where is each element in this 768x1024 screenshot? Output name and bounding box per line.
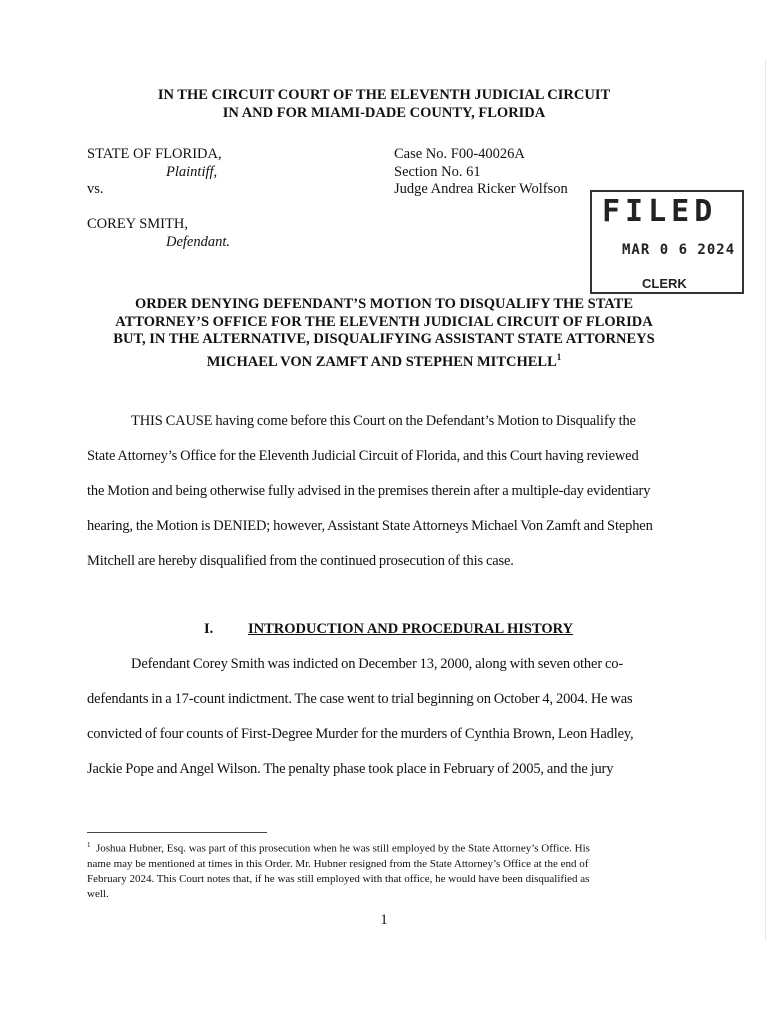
- plaintiff-name: STATE OF FLORIDA,: [87, 146, 222, 162]
- section-heading: [204, 621, 573, 638]
- page-edge: [765, 60, 766, 940]
- footnote-divider: [87, 832, 267, 833]
- order-title-line: BUT, IN THE ALTERNATIVE, DISQUALIFYING ASSISTANT STATE ATTORNEYS: [113, 331, 655, 347]
- filed-stamp-label: FILED: [602, 194, 718, 229]
- defendant-role: Defendant.: [166, 234, 231, 250]
- paragraph-line: Jackie Pope and Angel Wilson. The penalty phase took place in February of 2005, and the jury: [87, 761, 614, 777]
- footnote-line: $^1$ Joshua Hubner, Esq. was part of this prosecution when he was still employed by the State Attorney’s Office. His: [87, 841, 590, 855]
- defendant-name: COREY SMITH,: [87, 216, 188, 232]
- judge-name: Judge Andrea Ricker Wolfson: [394, 181, 568, 197]
- filed-stamp-clerk: CLERK: [642, 276, 687, 291]
- footnote-line: name may be mentioned at times in this Order. Mr. Hubner resigned from the State Attorney’s Office at the end of: [87, 857, 589, 870]
- order-title-line: ORDER DENYING DEFENDANT’S MOTION TO DISQUALIFY THE STATE: [134, 296, 634, 312]
- footnote-reference: 1: [556, 351, 562, 362]
- case-number: Case No. F00-40026A: [394, 146, 525, 162]
- page-number: 1: [380, 912, 388, 928]
- versus-label: vs.: [87, 181, 104, 197]
- filed-stamp: [590, 190, 744, 294]
- section-heading-number: I.: [204, 621, 214, 637]
- paragraph-line: Defendant Corey Smith was indicted on December 13, 2000, along with seven other co-: [131, 656, 624, 672]
- footnote-line: well.: [87, 887, 109, 900]
- section-heading-text: INTRODUCTION AND PROCEDURAL HISTORY: [248, 621, 574, 637]
- court-name-line1: IN THE CIRCUIT COURT OF THE ELEVENTH JUDICIAL CIRCUIT: [157, 87, 611, 103]
- order-title: [0, 296, 768, 371]
- paragraph-line: Mitchell are hereby disqualified from the continued prosecution of this case.: [87, 553, 514, 569]
- court-name-line2: IN AND FOR MIAMI-DADE COUNTY, FLORIDA: [222, 105, 546, 121]
- plaintiff-role: Plaintiff,: [166, 164, 218, 180]
- paragraph-line: THIS CAUSE having come before this Court on the Defendant’s Motion to Disqualify the: [131, 413, 636, 429]
- section-number: Section No. 61: [394, 164, 481, 180]
- paragraph-line: hearing, the Motion is DENIED; however, Assistant State Attorneys Michael Von Zamft and Stephen: [87, 518, 653, 534]
- paragraph-line: State Attorney’s Office for the Eleventh Judicial Circuit of Florida, and this Court having reviewed: [87, 448, 639, 464]
- filed-stamp-date: MAR 0 6 2024: [622, 242, 736, 258]
- paragraph-line: defendants in a 17-count indictment. The case went to trial beginning on October 4, 2004. He was: [87, 691, 633, 707]
- paragraph-line: convicted of four counts of First-Degree Murder for the murders of Cynthia Brown, Leon Hadley,: [87, 726, 634, 742]
- order-title-line: ATTORNEY’S OFFICE FOR THE ELEVENTH JUDICIAL CIRCUIT OF FLORIDA: [115, 313, 653, 330]
- footnote: [87, 838, 687, 902]
- intro-paragraph: [87, 404, 675, 579]
- history-paragraph: [87, 647, 675, 787]
- order-title-line: MICHAEL VON ZAMFT AND STEPHEN MITCHELL$^1$: [206, 351, 562, 370]
- footnote-line: February 2024. This Court notes that, if he was still employed with that office, he would have been disqualified as: [87, 872, 590, 885]
- footnote-marker: 1: [87, 841, 91, 849]
- paragraph-line: the Motion and being otherwise fully advised in the premises therein after a multiple-day evidentiary: [87, 483, 651, 499]
